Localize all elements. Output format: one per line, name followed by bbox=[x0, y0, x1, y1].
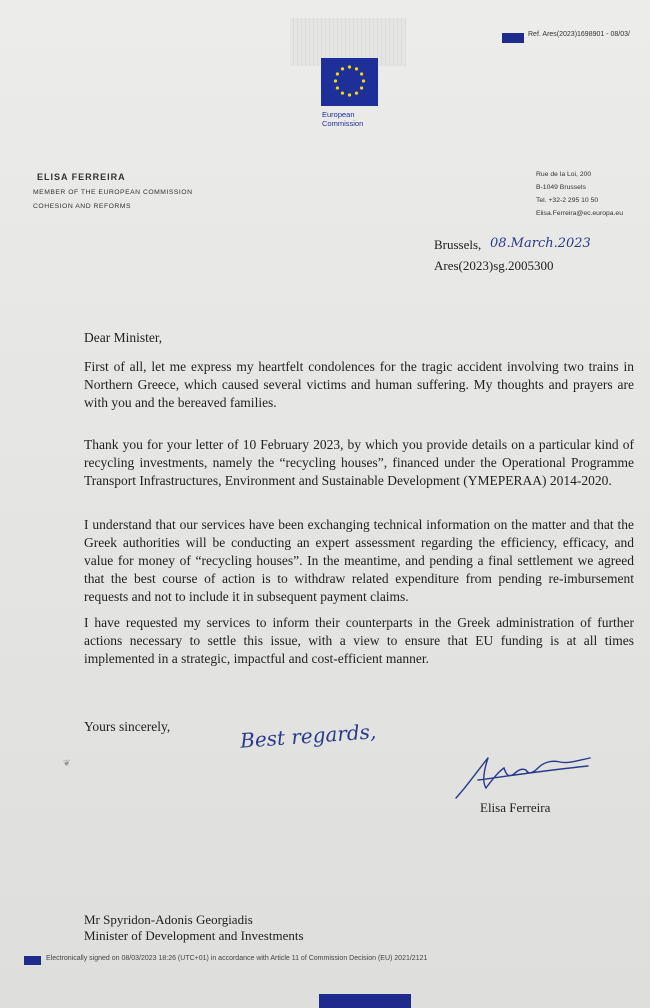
paragraph-condolences: First of all, let me express my heartfelt condolences for the tragic accident involving two trains in Northern Greece, which caused several victims and human suffering. My thoughts and prayers are with you and the bereaved families. bbox=[84, 359, 634, 410]
addressee-name: Mr Spyridon-Adonis Georgiadis bbox=[84, 912, 253, 927]
closing: Yours sincerely, bbox=[84, 719, 171, 734]
addressee-role: Minister of Development and Investments bbox=[84, 928, 304, 943]
paragraph-follow-up: I have requested my services to inform their counterparts in the Greek administration of further actions necessary to settle this issue, with a view to ensure that EU funding is at all times implemented in a strategic, impactful and cost-efficient manner. bbox=[84, 615, 634, 666]
footer-marker bbox=[24, 956, 41, 965]
esign-notice: Electronically signed on 08/03/2023 18:26 (UTC+01) in accordance with Article 11 of Commission Decision (EU) 2021/2121 bbox=[46, 955, 428, 962]
bottom-eu-tab bbox=[319, 994, 411, 1008]
sender-name: ELISA FERREIRA bbox=[37, 172, 126, 182]
salutation: Dear Minister, bbox=[84, 330, 163, 345]
letter-reference: Ares(2023)sg.2005300 bbox=[434, 258, 554, 273]
handwritten-date: 08.March.2023 bbox=[490, 236, 591, 251]
signer-name: Elisa Ferreira bbox=[480, 800, 551, 815]
ref-marker bbox=[502, 33, 524, 43]
signature-icon bbox=[448, 740, 598, 804]
pen-mark: ❦ bbox=[63, 758, 71, 768]
date-city: Brussels, bbox=[434, 237, 482, 252]
paragraph-assessment: I understand that our services have been exchanging technical information on the matter and that the Greek authorities will be conducting an expert assessment regarding the efficiency, efficacy, and value for money of “recycling houses”. In the meantime, and pending a final settlement we agreed that the best course of action is to withdraw related expenditure from pending re-imbursement requests and not to include it in subsequent payment claims. bbox=[84, 517, 634, 604]
organisation-name: European Commission bbox=[322, 110, 364, 128]
ares-reference: Ref. Ares(2023)1698901 - 08/03/ bbox=[528, 31, 630, 38]
address-phone: Tel. +32-2 295 10 50 bbox=[536, 197, 599, 204]
address-email: Elisa.Ferreira@ec.europa.eu bbox=[536, 210, 623, 217]
handwritten-note: Best regards, bbox=[239, 719, 377, 753]
address-street: Rue de la Loi, 200 bbox=[536, 171, 592, 178]
paragraph-thanks: Thank you for your letter of 10 February 2023, by which you provide details on a particular kind of recycling investments, namely the “recycling houses”, financed under the Operational Programme Transport Infrastructures, Environment and Sustainable Development (YMEPERAA) 2014-2020. bbox=[84, 437, 634, 488]
sender-portfolio: COHESION AND REFORMS bbox=[33, 203, 131, 210]
sender-title: MEMBER OF THE EUROPEAN COMMISSION bbox=[33, 189, 193, 196]
eu-flag-icon bbox=[321, 58, 378, 106]
address-city: B-1049 Brussels bbox=[536, 184, 586, 191]
